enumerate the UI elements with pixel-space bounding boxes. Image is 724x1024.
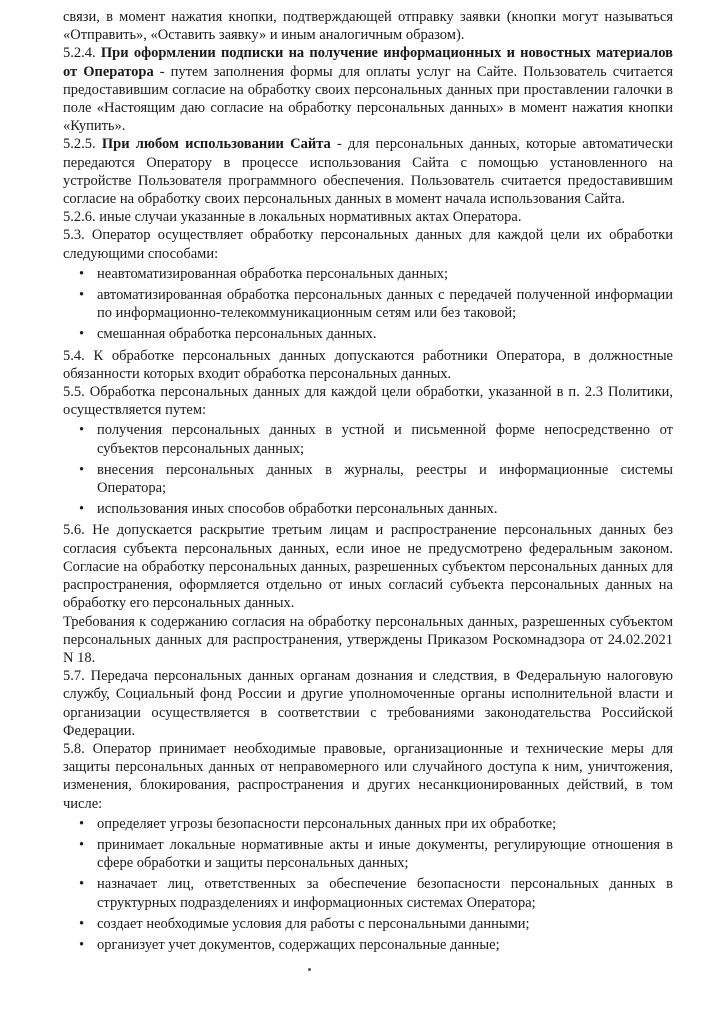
- paragraph-5-2-6: 5.2.6. иные случаи указанные в локальных нормативных актах Оператора.: [63, 209, 522, 226]
- list-item: [63, 461, 673, 497]
- paragraph-5-5: 5.5. Обработка персональных данных для каждой цели обработки, указанной в п. 2.3 Политики, осуществляется путем:: [63, 384, 673, 419]
- list-item: [63, 875, 673, 911]
- bullet-icon: •: [79, 815, 85, 832]
- list-item: [63, 936, 673, 954]
- paragraph-5-8: 5.8. Оператор принимает необходимые правовые, организационные и технические меры для защиты персональных данных от неправомерного или случайного доступа к ним, уничтожения, изменения, блокирования, распространения и других несанкционированных действий, в том числе:: [63, 740, 673, 812]
- bullet-icon: •: [79, 936, 85, 953]
- paragraph-5-6-requirements: Требования к содержанию согласия на обработку персональных данных, разрешенных субъектом персональных данных для распространения, утверждены Приказом Роскомнадзора от 24.02.2021 N 18.: [63, 613, 673, 666]
- list-item-text: принимает локальные нормативные акты и иные документы, регулирующие отношения в сфере обработки и защиты персональных данных;: [97, 836, 673, 872]
- paragraph-intro: связи, в момент нажатия кнопки, подтверждающей отправку заявки (кнопки могут называться «Отправить», «Оставить заявку» и иным аналогичным образом).: [63, 9, 673, 44]
- list-item-text: создает необходимые условия для работы с персональными данными;: [97, 915, 530, 932]
- clause-text: - для персональных данных, которые автоматически передаются Оператору в процессе использования Сайта с помощью установленного на устройстве Пользователя программного обеспечения. Пользователь считается предоставившим согласие на обработку своих персональных данных в момент начала использования Сайта.: [63, 136, 674, 208]
- scan-speck: [308, 968, 311, 971]
- bullet-icon: •: [79, 501, 85, 518]
- list-item: [63, 265, 673, 283]
- paragraph-5-7: 5.7. Передача персональных данных органам дознания и следствия, в Федеральную налоговую службу, Социальный фонд России и другие уполномоченные органы исполнительной власти и организации осуществляется в соответствии с требованиями законодательства Российской Федерации.: [63, 668, 673, 739]
- paragraph-5-6: 5.6. Не допускается раскрытие третьим лицам и распространение персональных данных без согласия субъекта персональных данных, если иное не предусмотрено федеральным законом. Согласие на обработку персональных данных, разрешенных субъектом персональных данных для распространения, оформляется отдельно от иных согласий субъекта персональных данных на обработку его персональных данных.: [63, 522, 673, 612]
- bullet-icon: •: [79, 461, 85, 478]
- list-item-text: назначает лиц, ответственных за обеспечение безопасности персональных данных в структурных подразделениях и информационных системах Оператора;: [97, 876, 673, 911]
- clause-number: 5.2.4.: [63, 45, 101, 62]
- list-item-text: смешанная обработка персональных данных.: [97, 326, 377, 343]
- list-item-text: автоматизированная обработка персональных данных с передачей полученной информации по информационно-телекоммуникационным сетям или без таковой;: [97, 287, 673, 322]
- clause-heading: При оформлении подписки на получение информационных и новостных материалов от Оператора: [63, 45, 673, 80]
- list-item: [63, 500, 673, 518]
- paragraph-5-3: 5.3. Оператор осуществляет обработку персональных данных для каждой цели их обработки следующими способами:: [63, 227, 673, 262]
- clause-text: - путем заполнения формы для оплаты услуг на Сайте. Пользователь считается предоставившим согласие на обработку своих персональных данных при проставлении галочки в поле «Настоящим даю согласие на обработку персональных данных» в момент нажатия кнопки «Купить».: [63, 63, 673, 135]
- list-item: [63, 325, 673, 343]
- list-item: [63, 915, 673, 933]
- clause-heading: При любом использовании Сайта: [101, 136, 331, 153]
- paragraph-5-2-5: [63, 135, 673, 208]
- list-item-text: внесения персональных данных в журналы, реестры и информационные системы Оператора;: [97, 461, 673, 497]
- bullet-icon: •: [79, 915, 85, 932]
- list-item: [63, 815, 673, 833]
- list-5-5: [63, 421, 673, 518]
- paragraph-5-2-4: [63, 44, 673, 135]
- bullet-icon: •: [79, 876, 85, 893]
- bullet-icon: •: [79, 836, 85, 853]
- list-item-text: получения персональных данных в устной и письменной форме непосредственно от субъектов персональных данных;: [97, 422, 673, 457]
- paragraph-5-4: 5.4. К обработке персональных данных допускаются работники Оператора, в должностные обязанности которых входит обработка персональных данных.: [63, 347, 673, 382]
- list-item-text: организует учет документов, содержащих персональные данные;: [97, 936, 500, 953]
- list-item: [63, 286, 673, 322]
- list-item-text: определяет угрозы безопасности персональных данных при их обработке;: [97, 815, 557, 832]
- bullet-icon: •: [79, 422, 85, 439]
- bullet-icon: •: [79, 287, 85, 304]
- document-page: [63, 8, 673, 957]
- clause-number: 5.2.5.: [63, 136, 102, 153]
- list-item: [63, 836, 673, 872]
- list-5-8: [63, 815, 673, 954]
- list-item-text: неавтоматизированная обработка персональных данных;: [97, 265, 448, 282]
- bullet-icon: •: [79, 265, 85, 282]
- bullet-icon: •: [79, 326, 85, 343]
- list-5-3: [63, 265, 673, 344]
- list-item-text: использования иных способов обработки персональных данных.: [97, 501, 498, 518]
- list-item: [63, 421, 673, 457]
